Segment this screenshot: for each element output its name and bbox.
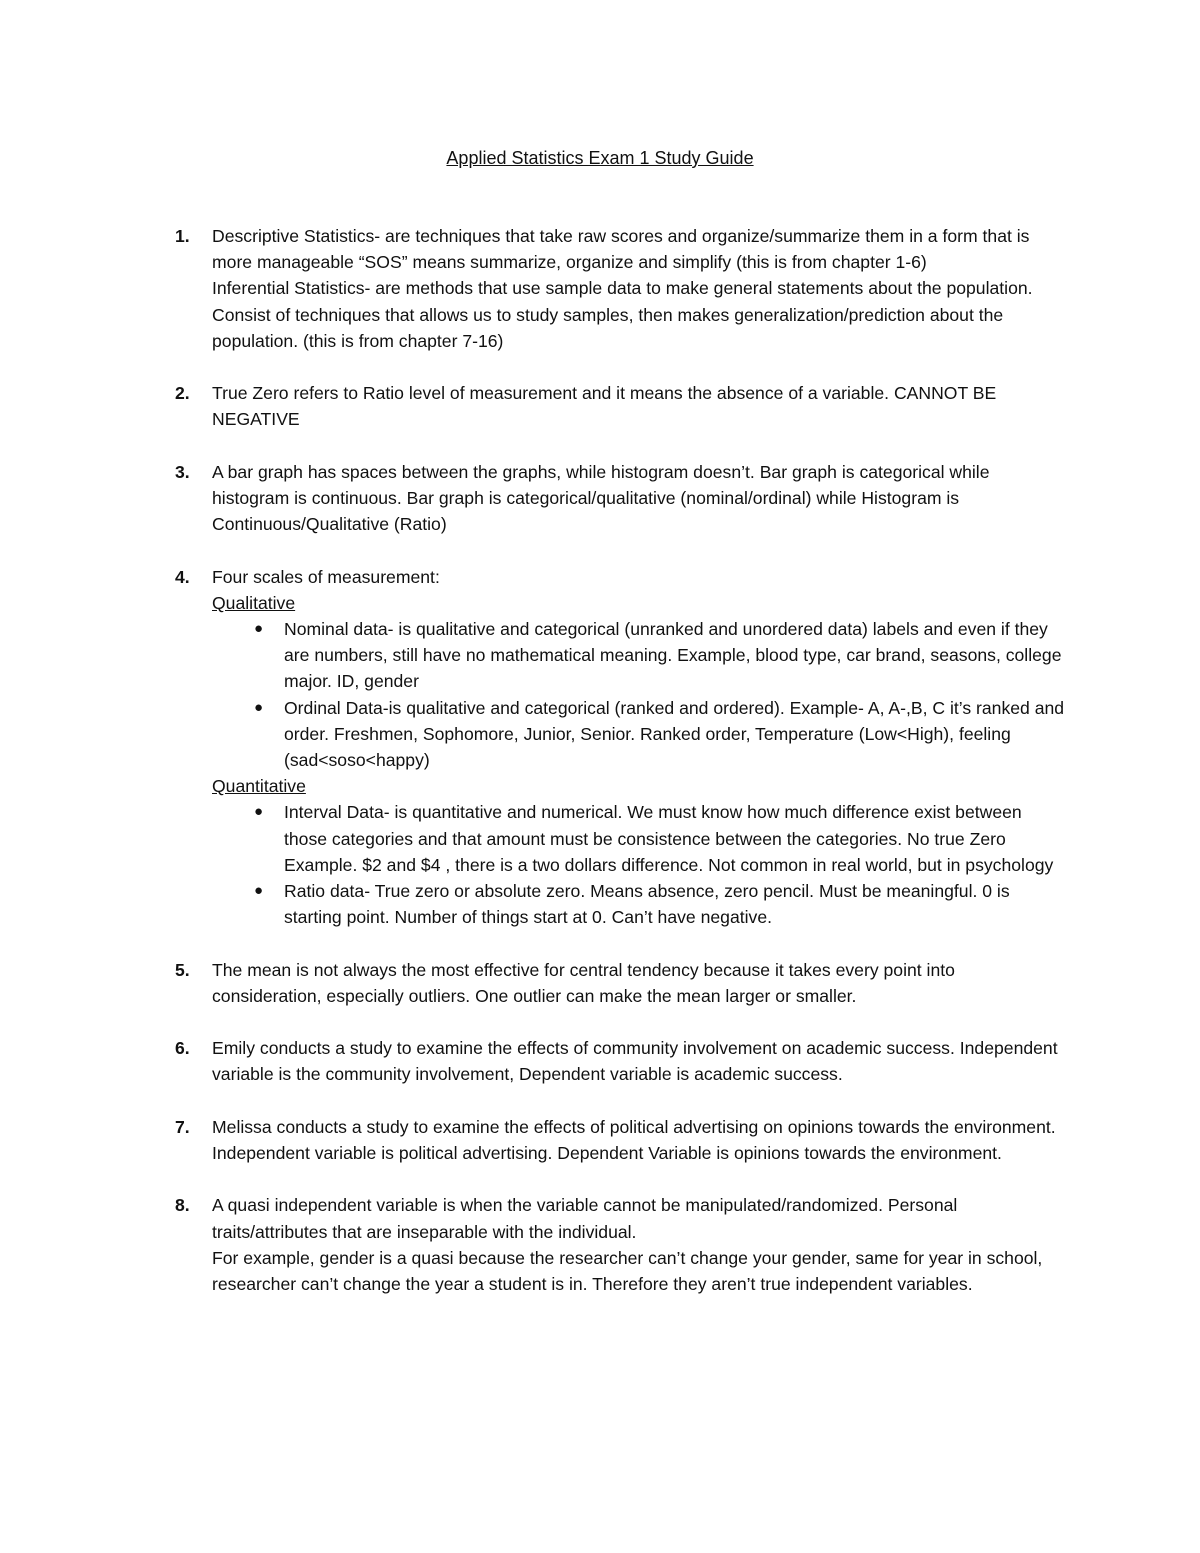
bullet-text: Ratio data- True zero or absolute zero. Means absence, zero pencil. Must be meaningful. 0 is starting point. Number of things start at 0. Can’t have negative. xyxy=(284,881,1010,928)
subheading-qualitative: Qualitative xyxy=(212,592,296,613)
item-paragraph: Emily conducts a study to examine the effects of community involvement on academic success. Independent variable is the community involvement, Dependent variable is academic success. xyxy=(212,1038,1058,1085)
bullet-item xyxy=(254,878,1065,930)
list-item xyxy=(170,459,1065,538)
item-paragraph: The mean is not always the most effective for central tendency because it takes every point into consideration, especially outliers. One outlier can make the mean larger or smaller. xyxy=(212,959,955,1006)
item-paragraph: Inferential Statistics- are methods that use sample data to make general statements about the population. Consist of techniques that allows us to study samples, then makes generalization/prediction about the population. (this is from chapter 7-16) xyxy=(212,278,1033,351)
document-title: Applied Statistics Exam 1 Study Guide xyxy=(446,148,754,168)
bullet-text: Ordinal Data-is qualitative and categorical (ranked and ordered). Example- A, A-,B, C it’s ranked and order. Freshmen, Sophomore, Junior, Senior. Ranked order, Temperature (Low<High), feeling (sad<soso<happy) xyxy=(284,697,1065,771)
item-number: 8. xyxy=(175,1195,190,1216)
item-paragraph: A quasi independent variable is when the variable cannot be manipulated/randomized. Personal traits/attributes that are inseparable with the individual. xyxy=(212,1195,958,1242)
item-number: 4. xyxy=(175,566,190,587)
item-number: 2. xyxy=(175,383,190,404)
item-intro: Four scales of measurement: xyxy=(212,566,440,587)
bullet-icon: ● xyxy=(254,698,264,716)
item-paragraph: True Zero refers to Ratio level of measurement and it means the absence of a variable. CANNOT BE NEGATIVE xyxy=(212,383,997,430)
item-number: 1. xyxy=(175,226,190,246)
item-paragraph: Melissa conducts a study to examine the effects of political advertising on opinions towards the environment. Independent variable is political advertising. Dependent Variable is opinions towards the environment. xyxy=(212,1116,1056,1164)
list-item xyxy=(170,957,1065,1009)
item-number: 7. xyxy=(175,1116,190,1137)
item-number: 6. xyxy=(175,1038,190,1059)
list-item xyxy=(170,223,1065,354)
list-item xyxy=(170,1035,1065,1087)
item-paragraph: Descriptive Statistics- are techniques that take raw scores and organize/summarize them in a form that is more manageable “SOS” means summarize, organize and simplify (this is from chapter 1-6) xyxy=(212,226,1030,273)
study-guide-list xyxy=(170,223,1065,1323)
item-number: 5. xyxy=(175,959,190,980)
bullet-icon: ● xyxy=(254,803,264,821)
item-number: 3. xyxy=(175,461,190,482)
list-item xyxy=(170,564,1065,931)
bullet-item xyxy=(254,799,1065,878)
bullet-list xyxy=(212,616,1065,773)
bullet-icon: ● xyxy=(254,882,264,900)
item-paragraph: A bar graph has spaces between the graphs, while histogram doesn’t. Bar graph is categorical while histogram is continuous. Bar graph is categorical/qualitative (nominal/ordinal) while Histogram is Continuous/Qualitative (Ratio) xyxy=(212,461,990,535)
bullet-icon: ● xyxy=(254,620,264,637)
bullet-text: Nominal data- is qualitative and categorical (unranked and unordered data) labels and even if they are numbers, still have no mathematical meaning. Example, blood type, car brand, seasons, college major. ID, gender xyxy=(284,619,1062,692)
bullet-item xyxy=(254,695,1065,774)
list-item xyxy=(170,1192,1065,1297)
subheading-quantitative: Quantitative xyxy=(212,776,306,797)
bullet-text: Interval Data- is quantitative and numerical. We must know how much difference exist between those categories and that amount must be consistence between the categories. No true Zero Example. $2 and $4 , there is a two dollars difference. Not common in real world, but in psychology xyxy=(284,802,1054,875)
list-item xyxy=(170,1114,1065,1166)
list-item xyxy=(170,380,1065,432)
bullet-list xyxy=(212,799,1065,930)
bullet-item xyxy=(254,616,1065,695)
item-paragraph: For example, gender is a quasi because the researcher can’t change your gender, same for year in school, researcher can’t change the year a student is in. Therefore they aren’t true independent variables. xyxy=(212,1247,1043,1295)
